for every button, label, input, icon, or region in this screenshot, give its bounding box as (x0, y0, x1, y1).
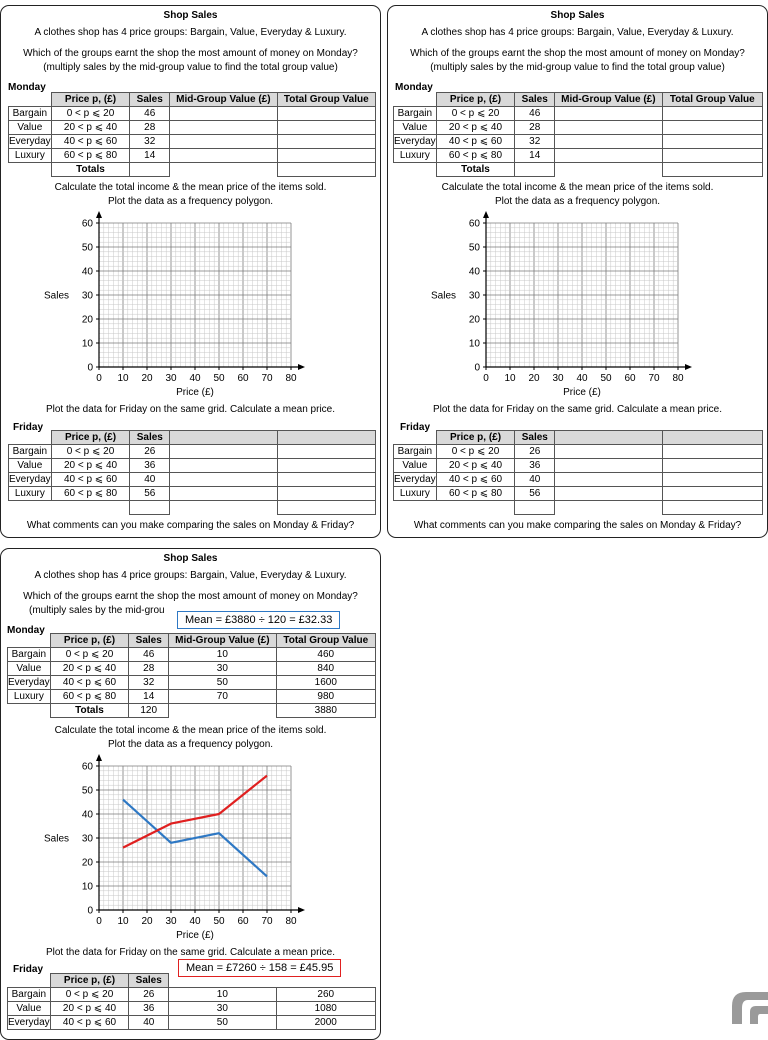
header-mid: Mid-Group Value (£) (170, 93, 277, 107)
y-tick-label: 20 (82, 315, 94, 326)
y-tick-label: 40 (469, 267, 481, 278)
x-tick-label: 50 (600, 373, 612, 384)
table-row: Everyday 40 < p ⩽ 60 40 50 2000 (8, 1016, 376, 1030)
answer-cell[interactable] (130, 163, 170, 177)
table-row: Value 20 < p ⩽ 40 28 (394, 121, 763, 135)
table-row: Value 20 < p ⩽ 40 36 (9, 459, 376, 473)
x-tick-label: 0 (96, 916, 102, 927)
answer-cell[interactable] (555, 445, 662, 459)
table-row: Bargain 0 < p ⩽ 20 46 (394, 107, 763, 121)
answer-cell[interactable] (277, 149, 375, 163)
answer-cell[interactable] (277, 135, 375, 149)
table-row: Everyday 40 < p ⩽ 60 32 (394, 135, 763, 149)
y-tick-label: 30 (469, 291, 481, 302)
comments-question: What comments can you make comparing the sales on Monday & Friday? (1, 520, 380, 532)
header-price: Price p, (£) (51, 93, 130, 107)
table-row: Everyday 40 < p ⩽ 60 32 (9, 135, 376, 149)
x-tick-label: 30 (552, 373, 564, 384)
y-tick-label: 60 (82, 762, 94, 773)
answer-cell[interactable] (662, 501, 762, 515)
monday-table (8, 92, 376, 177)
friday-instruction: Plot the data for Friday on the same grid. Calculate a mean price. (1, 947, 380, 959)
y-tick-label: 60 (469, 219, 481, 230)
frequency-polygon-chart (40, 211, 340, 406)
x-axis-arrow-icon (298, 364, 305, 370)
table-row: Luxury 60 < p ⩽ 80 14 70 980 (8, 690, 376, 704)
y-tick-label: 40 (82, 267, 94, 278)
x-tick-label: 10 (117, 373, 129, 384)
monday-label: Monday (395, 82, 433, 94)
table-row: Bargain 0 < p ⩽ 20 26 (9, 445, 376, 459)
friday-table: Price p, (£) Sales Bargain 0 < p ⩽ 20 26 10 260 Value 20 < p ⩽ 40 36 30 1080 Everyday 40 < p ⩽ 60 40 50 2000 (7, 973, 376, 1030)
x-tick-label: 70 (261, 373, 273, 384)
x-tick-label: 10 (504, 373, 516, 384)
monday-label: Monday (7, 625, 45, 637)
table-row: Bargain 0 < p ⩽ 20 26 (394, 445, 763, 459)
answer-cell[interactable] (662, 163, 762, 177)
y-tick-label: 50 (82, 243, 94, 254)
answer-cell[interactable] (170, 445, 277, 459)
friday-instruction: Plot the data for Friday on the same grid. Calculate a mean price. (388, 404, 767, 416)
header-sales: Sales (130, 93, 170, 107)
answer-cell[interactable] (277, 445, 375, 459)
header-total: Total Group Value (277, 93, 375, 107)
table-row: Bargain 0 < p ⩽ 20 26 10 260 (8, 988, 376, 1002)
x-tick-label: 80 (672, 373, 684, 384)
x-tick-label: 50 (213, 916, 225, 927)
totals-row: Totals (394, 163, 763, 177)
table-row: Luxury 60 < p ⩽ 80 56 (9, 487, 376, 501)
table-row: Bargain 0 < p ⩽ 20 46 (9, 107, 376, 121)
y-tick-label: 50 (469, 243, 481, 254)
chart-grid (486, 223, 678, 367)
plot-instruction: Plot the data as a frequency polygon. (388, 196, 767, 208)
y-tick-label: 10 (82, 882, 94, 893)
x-tick-label: 30 (165, 373, 177, 384)
answer-cell[interactable] (555, 121, 662, 135)
table-row: Value 20 < p ⩽ 40 36 (394, 459, 763, 473)
calc-instruction: Calculate the total income & the mean price of the items sold. (1, 182, 380, 194)
friday-instruction: Plot the data for Friday on the same grid. Calculate a mean price. (1, 404, 380, 416)
table-row: Luxury 60 < p ⩽ 80 14 (9, 149, 376, 163)
answer-cell[interactable] (662, 459, 762, 473)
answer-cell[interactable] (662, 121, 762, 135)
x-tick-label: 10 (117, 916, 129, 927)
table-row: Bargain 0 < p ⩽ 20 46 10 460 (8, 648, 376, 662)
worksheet-title: Shop Sales (1, 10, 380, 22)
x-tick-label: 20 (528, 373, 540, 384)
answer-cell[interactable] (515, 163, 555, 177)
answer-cell[interactable] (170, 149, 277, 163)
table-row: Value 20 < p ⩽ 40 28 30 840 (8, 662, 376, 676)
answer-cell[interactable] (170, 473, 277, 487)
y-axis-arrow-icon (96, 754, 102, 761)
totals-row (394, 501, 763, 515)
y-tick-label: 0 (474, 363, 480, 374)
friday-mean-answer: Mean = £7260 ÷ 158 = £45.95 (178, 959, 341, 977)
answer-cell[interactable] (277, 473, 375, 487)
question-text: Which of the groups earnt the shop the most amount of money on Monday? (1, 591, 380, 603)
answer-cell[interactable] (662, 445, 762, 459)
y-tick-label: 20 (82, 858, 94, 869)
x-tick-label: 20 (141, 373, 153, 384)
calc-instruction: Calculate the total income & the mean price of the items sold. (388, 182, 767, 194)
y-axis-arrow-icon (96, 211, 102, 218)
x-axis-arrow-icon (685, 364, 692, 370)
monday-mean-answer: Mean = £3880 ÷ 120 = £32.33 (177, 611, 340, 629)
totals-row: Totals (9, 163, 376, 177)
answer-cell[interactable] (277, 121, 375, 135)
table-row: Everyday 40 < p ⩽ 60 40 (394, 473, 763, 487)
answer-cell[interactable] (277, 107, 375, 121)
x-tick-label: 80 (285, 373, 297, 384)
x-tick-label: 50 (213, 373, 225, 384)
answer-cell[interactable] (662, 107, 762, 121)
intro-text: A clothes shop has 4 price groups: Bargain, Value, Everyday & Luxury. (388, 27, 767, 39)
hint-text-partial: (multiply sales by the mid-grou (29, 605, 165, 617)
answer-cell[interactable] (277, 501, 375, 515)
chart-grid (99, 223, 291, 367)
monday-table: Price p, (£) Sales Mid-Group Value (£) Total Group Value Bargain 0 < p ⩽ 20 46 Value 20 < p ⩽ 40 28 Everyday 40 < p ⩽ 60 32 Luxury 60 < p ⩽ 80 14 Totals (393, 92, 763, 177)
x-tick-label: 60 (624, 373, 636, 384)
answer-cell[interactable] (555, 135, 662, 149)
answer-cell[interactable] (555, 459, 662, 473)
y-tick-label: 60 (82, 219, 94, 230)
worksheet-title: Shop Sales (1, 553, 380, 565)
y-tick-label: 10 (469, 339, 481, 350)
x-axis-label: Price (£) (176, 930, 214, 941)
frequency-polygon-chart (427, 211, 727, 406)
hint-text: (multiply sales by the mid-group value to find the total group value) (388, 62, 767, 74)
x-tick-label: 70 (648, 373, 660, 384)
table-row: Value 20 < p ⩽ 40 36 30 1080 (8, 1002, 376, 1016)
answer-cell[interactable] (170, 135, 277, 149)
table-row: Luxury 60 < p ⩽ 80 14 (394, 149, 763, 163)
monday-table: Price p, (£) Sales Mid-Group Value (£) Total Group Value Bargain 0 < p ⩽ 20 46 10 460 Value 20 < p ⩽ 40 28 30 840 Everyday 40 < p ⩽ 60 32 50 1600 Luxury 60 < p ⩽ 80 14 70 980 Totals 120 3880 (7, 633, 376, 718)
answer-cell[interactable] (170, 459, 277, 473)
friday-table: Price p, (£) Sales Bargain 0 < p ⩽ 20 26 Value 20 < p ⩽ 40 36 Everyday 40 < p ⩽ 60 40 Luxury 60 < p ⩽ 80 56 (8, 430, 376, 515)
publisher-logo-icon (688, 984, 768, 1024)
hint-text: (multiply sales by the mid-group value to find the total group value) (1, 62, 380, 74)
answer-cell[interactable] (555, 473, 662, 487)
x-tick-label: 0 (483, 373, 489, 384)
answer-cell[interactable] (662, 487, 762, 501)
x-tick-label: 20 (141, 916, 153, 927)
worksheet-card-blank-2 (387, 5, 768, 538)
calc-instruction: Calculate the total income & the mean price of the items sold. (1, 725, 380, 737)
answer-cell[interactable] (662, 135, 762, 149)
table-row: Luxury 60 < p ⩽ 80 56 (394, 487, 763, 501)
answer-cell[interactable] (277, 163, 375, 177)
y-tick-label: 30 (82, 834, 94, 845)
answer-cell[interactable] (170, 121, 277, 135)
x-tick-label: 40 (189, 916, 201, 927)
x-tick-label: 40 (576, 373, 588, 384)
answer-cell[interactable] (277, 487, 375, 501)
x-tick-label: 70 (261, 916, 273, 927)
y-tick-label: 40 (82, 810, 94, 821)
answer-cell[interactable] (170, 487, 277, 501)
y-tick-label: 0 (87, 363, 93, 374)
intro-text: A clothes shop has 4 price groups: Bargain, Value, Everyday & Luxury. (1, 27, 380, 39)
intro-text: A clothes shop has 4 price groups: Bargain, Value, Everyday & Luxury. (1, 570, 380, 582)
y-tick-label: 50 (82, 786, 94, 797)
plot-instruction: Plot the data as a frequency polygon. (1, 196, 380, 208)
table-row: Everyday 40 < p ⩽ 60 32 50 1600 (8, 676, 376, 690)
answer-cell[interactable] (662, 473, 762, 487)
x-tick-label: 60 (237, 916, 249, 927)
worksheet-card-blank-1 (0, 5, 381, 538)
y-axis-label: Sales (44, 291, 69, 302)
question-text: Which of the groups earnt the shop the most amount of money on Monday? (1, 48, 380, 60)
question-text: Which of the groups earnt the shop the most amount of money on Monday? (388, 48, 767, 60)
y-axis-label: Sales (44, 834, 69, 845)
x-axis-label: Price (£) (176, 387, 214, 398)
x-tick-label: 80 (285, 916, 297, 927)
friday-label: Friday (13, 964, 43, 976)
plot-instruction: Plot the data as a frequency polygon. (1, 739, 380, 751)
answer-cell[interactable] (170, 107, 277, 121)
x-tick-label: 0 (96, 373, 102, 384)
comments-question: What comments can you make comparing the sales on Monday & Friday? (388, 520, 767, 532)
y-tick-label: 10 (82, 339, 94, 350)
y-axis-label: Sales (431, 291, 456, 302)
y-tick-label: 30 (82, 291, 94, 302)
answer-cell[interactable] (277, 459, 375, 473)
x-tick-label: 60 (237, 373, 249, 384)
answer-cell[interactable] (662, 149, 762, 163)
totals-row: Totals 120 3880 (8, 704, 376, 718)
answer-cell[interactable] (130, 501, 170, 515)
totals-row (9, 501, 376, 515)
worksheet-title: Shop Sales (388, 10, 767, 22)
x-axis-arrow-icon (298, 907, 305, 913)
answer-cell[interactable] (555, 107, 662, 121)
friday-table: Price p, (£) Sales Bargain 0 < p ⩽ 20 26 Value 20 < p ⩽ 40 36 Everyday 40 < p ⩽ 60 40 Luxury 60 < p ⩽ 80 56 (393, 430, 763, 515)
table-row: Value 20 < p ⩽ 40 28 (9, 121, 376, 135)
y-axis-arrow-icon (483, 211, 489, 218)
friday-label: Friday (13, 422, 43, 434)
x-tick-label: 40 (189, 373, 201, 384)
x-axis-label: Price (£) (563, 387, 601, 398)
x-tick-label: 30 (165, 916, 177, 927)
worksheet-card-answers (0, 548, 381, 1040)
y-tick-label: 20 (469, 315, 481, 326)
answer-cell[interactable] (555, 149, 662, 163)
answer-cell[interactable] (555, 487, 662, 501)
monday-label: Monday (8, 82, 46, 94)
friday-label: Friday (400, 422, 430, 434)
y-tick-label: 0 (87, 906, 93, 917)
frequency-polygon-chart (40, 754, 340, 949)
answer-cell[interactable] (515, 501, 555, 515)
table-row: Everyday 40 < p ⩽ 60 40 (9, 473, 376, 487)
